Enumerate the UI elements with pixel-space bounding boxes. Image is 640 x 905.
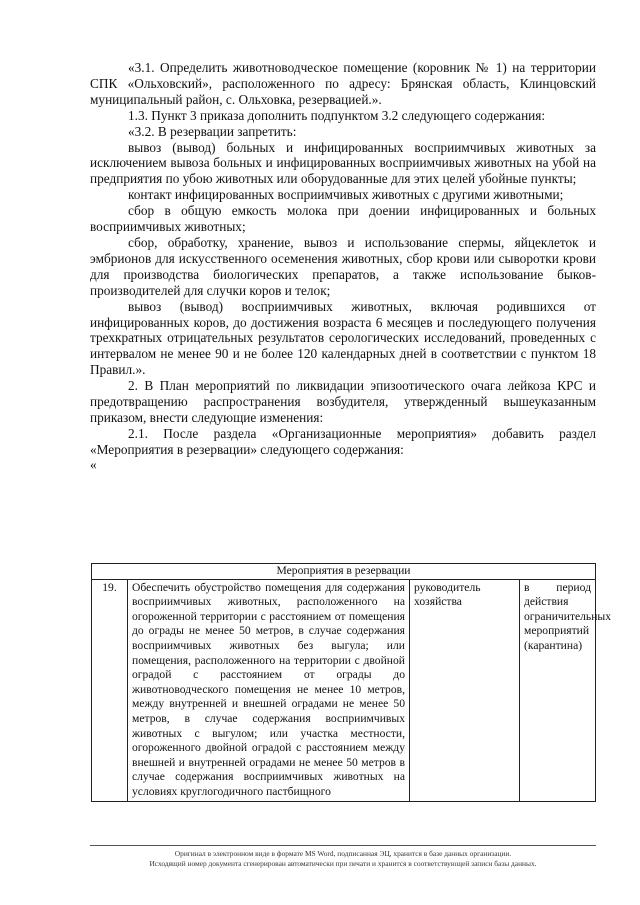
row-number: 19.: [92, 579, 128, 801]
prohibition-item-young-animals: вывоз (вывод) восприимчивых животных, включая родившихся от инфицированных коров, до достижения возраста 6 месяцев и последующего получения трехкратных отрицательных результатов серологических исследований, проведенных с интервалом не менее 90 и не более 120 календарных дней в соответствии с пунктом 18 Правил.».: [90, 298, 596, 378]
paragraph-1-3: 1.3. Пункт 3 приказа дополнить подпунктом 3.2 следующего содержания:: [128, 107, 546, 123]
prohibition-item-contact: контакт инфицированных восприимчивых животных с другими животными;: [128, 187, 564, 203]
table-section-title: Мероприятия в резервации: [92, 564, 596, 580]
table-row: [92, 579, 596, 801]
footer-line-original: Оригинал в электронном виде в формате MS Word, подписанная ЭЦ, хранится в базе данных организации.: [174, 849, 512, 858]
prohibition-item-milk: сбор в общую емкость молока при доении инфицированных и больных восприимчивых животных;: [90, 203, 596, 235]
paragraph-3-2-heading: «3.2. В резервации запретить:: [128, 123, 297, 139]
prohibition-item-semen: сбор, обработку, хранение, вывоз и использование спермы, яйцеклеток и эмбрионов для искусственного осеменения животных, сбор крови или сыворотки крови для производства биологических препаратов, а также использование быков-производителей для случки коров и телок;: [90, 234, 596, 298]
paragraph-3-1: «3.1. Определить животноводческое помещение (коровник № 1) на территории СПК «Ольховский», расположенного по адресу: Брянская область, Клинцовский муниципальный район, с. Ольховка, резервацией.».: [90, 60, 596, 107]
table-section-header-row: [92, 564, 596, 580]
measures-table: [91, 563, 612, 802]
page-footer: [90, 849, 596, 869]
document-body: [90, 60, 596, 472]
row-deadline: [520, 579, 612, 801]
prohibition-item-export: вывоз (вывод) больных и инфицированных восприимчивых животных за исключением вывоза больных и инфицированных восприимчивых животных на убой на предприятия по убою животных или оборудованные для этих целей убойные пункты;: [90, 139, 596, 187]
quote-open-mark: «: [90, 456, 97, 472]
row-action-text: Обеспечить обустройство помещения для содержания восприимчивых животных, расположенного на огороженной территории с расстоянием от помещения до ограды не менее 50 метров, в случае содержания восприимчивых животных без выгула; или помещения, расположенного на территории с двойной оградой с расстоянием от ограды до животноводческого помещения не менее 10 метров, между внутренней и внешней оградами не менее 50 метров, в случае содержания восприимчивых животных с выгулом; или участка местности, огороженного двойной оградой с расстоянием между внешней и внутренней оградами не менее 50 метров в случае содержания восприимчивых животных на условиях круглогодичного пастбищного: [132, 580, 405, 798]
paragraph-2-1: 2.1. После раздела «Организационные мероприятия» добавить раздел «Мероприятия в резервации» следующего содержания:: [90, 425, 596, 457]
footer-line-number: Исходящий номер документа сгенерирован автоматически при печати и хранится в соответствующей записи базы данных.: [149, 859, 537, 868]
footer-divider: [90, 845, 596, 846]
paragraph-2: 2. В План мероприятий по ликвидации эпизоотического очага лейкоза КРС и предотвращению распространения возбудителя, утвержденный вышеуказанным приказом, внести следующие изменения:: [90, 378, 596, 425]
row-responsible: руководитель хозяйства: [410, 579, 520, 801]
row-action: [128, 579, 410, 801]
row-deadline-text: в период действия ограничительных мероприятий (карантина): [524, 580, 612, 652]
